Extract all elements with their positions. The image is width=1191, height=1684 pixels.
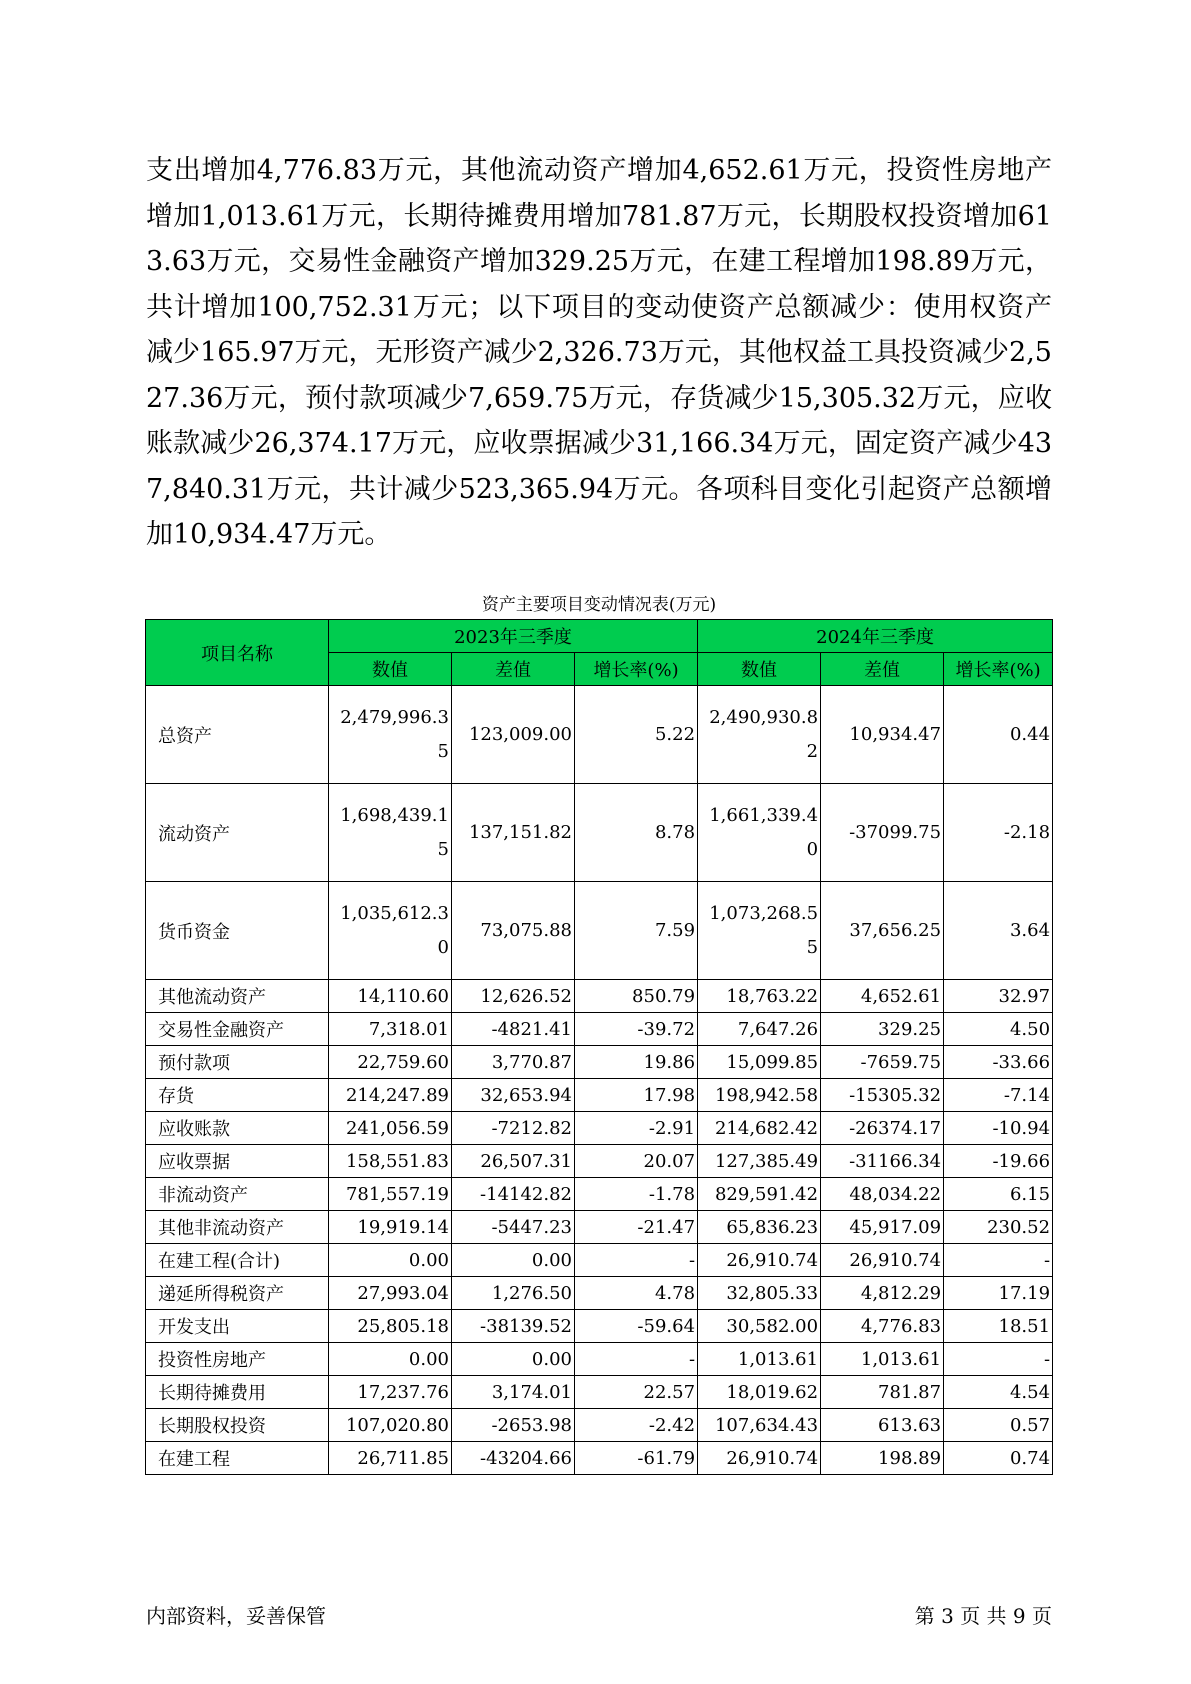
footer-page-number: 第 3 页 共 9 页 xyxy=(914,1604,1052,1628)
row-2024-rate: 4.54 xyxy=(944,1376,1053,1409)
row-2023-rate: 22.57 xyxy=(575,1376,698,1409)
row-2023-diff: 3,770.87 xyxy=(452,1046,575,1079)
row-2023-value: 25,805.18 xyxy=(329,1310,452,1343)
row-2023-rate: - xyxy=(575,1244,698,1277)
row-2024-value: 1,661,339.40 xyxy=(698,784,821,882)
row-2024-diff: 26,910.74 xyxy=(821,1244,944,1277)
row-2023-value: 2,479,996.35 xyxy=(329,686,452,784)
row-2023-value: 1,698,439.15 xyxy=(329,784,452,882)
row-2023-diff: -38139.52 xyxy=(452,1310,575,1343)
row-2024-rate: -10.94 xyxy=(944,1112,1053,1145)
header-2023-rate: 增长率(%) xyxy=(575,653,698,686)
row-2024-diff: 613.63 xyxy=(821,1409,944,1442)
table-row xyxy=(146,1211,1053,1244)
row-2024-rate: -33.66 xyxy=(944,1046,1053,1079)
row-2024-value: 829,591.42 xyxy=(698,1178,821,1211)
row-2023-value: 14,110.60 xyxy=(329,980,452,1013)
row-name: 其他流动资产 xyxy=(146,980,329,1013)
table-row xyxy=(146,1112,1053,1145)
row-2024-value: 18,019.62 xyxy=(698,1376,821,1409)
row-2023-rate: -1.78 xyxy=(575,1178,698,1211)
row-2024-rate: 32.97 xyxy=(944,980,1053,1013)
table-row xyxy=(146,1244,1053,1277)
row-2024-rate: 17.19 xyxy=(944,1277,1053,1310)
header-period-2024: 2024年三季度 xyxy=(698,620,1053,653)
table-row xyxy=(146,784,1053,882)
row-2023-value: 107,020.80 xyxy=(329,1409,452,1442)
row-name: 递延所得税资产 xyxy=(146,1277,329,1310)
header-period-2023: 2023年三季度 xyxy=(329,620,698,653)
row-2024-diff: 198.89 xyxy=(821,1442,944,1475)
row-2023-diff: -43204.66 xyxy=(452,1442,575,1475)
row-name: 预付款项 xyxy=(146,1046,329,1079)
row-2023-value: 19,919.14 xyxy=(329,1211,452,1244)
row-2024-diff: 329.25 xyxy=(821,1013,944,1046)
table-row xyxy=(146,1013,1053,1046)
row-2024-diff: -26374.17 xyxy=(821,1112,944,1145)
row-2023-rate: 5.22 xyxy=(575,686,698,784)
row-2023-diff: 73,075.88 xyxy=(452,882,575,980)
row-name: 开发支出 xyxy=(146,1310,329,1343)
row-2024-rate: 0.74 xyxy=(944,1442,1053,1475)
row-2024-diff: 45,917.09 xyxy=(821,1211,944,1244)
row-2023-value: 0.00 xyxy=(329,1343,452,1376)
table-row xyxy=(146,882,1053,980)
table-row xyxy=(146,980,1053,1013)
row-2023-value: 7,318.01 xyxy=(329,1013,452,1046)
row-2024-rate: - xyxy=(944,1343,1053,1376)
row-2024-value: 1,073,268.55 xyxy=(698,882,821,980)
row-2023-rate: -61.79 xyxy=(575,1442,698,1475)
table-caption: 资产主要项目变动情况表(万元) xyxy=(481,595,717,615)
row-2023-value: 241,056.59 xyxy=(329,1112,452,1145)
table-row xyxy=(146,686,1053,784)
table-row xyxy=(146,1178,1053,1211)
row-2024-value: 214,682.42 xyxy=(698,1112,821,1145)
row-name: 在建工程(合计) xyxy=(146,1244,329,1277)
row-2023-value: 22,759.60 xyxy=(329,1046,452,1079)
row-2024-diff: -15305.32 xyxy=(821,1079,944,1112)
row-2023-rate: 19.86 xyxy=(575,1046,698,1079)
table-row xyxy=(146,1046,1053,1079)
table-row xyxy=(146,1442,1053,1475)
row-2024-rate: 6.15 xyxy=(944,1178,1053,1211)
row-2023-rate: - xyxy=(575,1343,698,1376)
row-2024-diff: 4,776.83 xyxy=(821,1310,944,1343)
row-2023-diff: 0.00 xyxy=(452,1343,575,1376)
row-name: 总资产 xyxy=(146,686,329,784)
row-name: 长期待摊费用 xyxy=(146,1376,329,1409)
row-2024-diff: -37099.75 xyxy=(821,784,944,882)
row-2023-diff: 123,009.00 xyxy=(452,686,575,784)
row-2023-rate: 17.98 xyxy=(575,1079,698,1112)
row-2024-rate: -7.14 xyxy=(944,1079,1053,1112)
row-2023-rate: 7.59 xyxy=(575,882,698,980)
row-2023-rate: 20.07 xyxy=(575,1145,698,1178)
row-2024-rate: 18.51 xyxy=(944,1310,1053,1343)
table-row xyxy=(146,1277,1053,1310)
row-2023-rate: -2.91 xyxy=(575,1112,698,1145)
row-2023-value: 1,035,612.30 xyxy=(329,882,452,980)
row-2023-value: 158,551.83 xyxy=(329,1145,452,1178)
row-2024-value: 107,634.43 xyxy=(698,1409,821,1442)
row-2023-diff: -5447.23 xyxy=(452,1211,575,1244)
table-row xyxy=(146,1079,1053,1112)
row-2023-value: 17,237.76 xyxy=(329,1376,452,1409)
row-2023-diff: 0.00 xyxy=(452,1244,575,1277)
row-2024-diff: 48,034.22 xyxy=(821,1178,944,1211)
row-2023-diff: 3,174.01 xyxy=(452,1376,575,1409)
row-2024-value: 127,385.49 xyxy=(698,1145,821,1178)
row-2024-rate: 3.64 xyxy=(944,882,1053,980)
row-2024-value: 2,490,930.82 xyxy=(698,686,821,784)
row-2024-value: 198,942.58 xyxy=(698,1079,821,1112)
table-row xyxy=(146,1145,1053,1178)
header-2024-rate: 增长率(%) xyxy=(944,653,1053,686)
row-2024-value: 65,836.23 xyxy=(698,1211,821,1244)
row-2024-rate: - xyxy=(944,1244,1053,1277)
row-2023-rate: -2.42 xyxy=(575,1409,698,1442)
row-2023-rate: 8.78 xyxy=(575,784,698,882)
row-2023-value: 781,557.19 xyxy=(329,1178,452,1211)
row-2024-value: 1,013.61 xyxy=(698,1343,821,1376)
row-2024-diff: -31166.34 xyxy=(821,1145,944,1178)
row-2024-value: 7,647.26 xyxy=(698,1013,821,1046)
header-2023-value: 数值 xyxy=(329,653,452,686)
header-2024-diff: 差值 xyxy=(821,653,944,686)
row-2024-diff: -7659.75 xyxy=(821,1046,944,1079)
table-row xyxy=(146,1409,1053,1442)
row-2023-diff: -14142.82 xyxy=(452,1178,575,1211)
row-name: 存货 xyxy=(146,1079,329,1112)
row-2024-diff: 4,812.29 xyxy=(821,1277,944,1310)
row-2024-value: 18,763.22 xyxy=(698,980,821,1013)
row-2023-rate: -39.72 xyxy=(575,1013,698,1046)
row-2023-value: 27,993.04 xyxy=(329,1277,452,1310)
table-row xyxy=(146,1343,1053,1376)
row-2023-diff: 12,626.52 xyxy=(452,980,575,1013)
row-2023-rate: -21.47 xyxy=(575,1211,698,1244)
row-2023-diff: 1,276.50 xyxy=(452,1277,575,1310)
table-row xyxy=(146,1310,1053,1343)
row-2024-rate: -2.18 xyxy=(944,784,1053,882)
asset-change-table xyxy=(145,619,1053,1475)
row-2023-diff: 32,653.94 xyxy=(452,1079,575,1112)
row-2024-rate: 230.52 xyxy=(944,1211,1053,1244)
row-name: 流动资产 xyxy=(146,784,329,882)
row-2023-value: 0.00 xyxy=(329,1244,452,1277)
row-2023-rate: 4.78 xyxy=(575,1277,698,1310)
row-2023-diff: -2653.98 xyxy=(452,1409,575,1442)
row-name: 在建工程 xyxy=(146,1442,329,1475)
row-2023-value: 26,711.85 xyxy=(329,1442,452,1475)
row-2023-diff: -7212.82 xyxy=(452,1112,575,1145)
row-2024-diff: 781.87 xyxy=(821,1376,944,1409)
row-2024-value: 32,805.33 xyxy=(698,1277,821,1310)
header-2024-value: 数值 xyxy=(698,653,821,686)
row-2023-diff: -4821.41 xyxy=(452,1013,575,1046)
row-2023-rate: 850.79 xyxy=(575,980,698,1013)
row-2024-value: 15,099.85 xyxy=(698,1046,821,1079)
row-2024-rate: 4.50 xyxy=(944,1013,1053,1046)
row-2024-diff: 37,656.25 xyxy=(821,882,944,980)
row-name: 交易性金融资产 xyxy=(146,1013,329,1046)
table-row xyxy=(146,1376,1053,1409)
row-2024-value: 26,910.74 xyxy=(698,1244,821,1277)
row-2024-diff: 1,013.61 xyxy=(821,1343,944,1376)
row-2023-value: 214,247.89 xyxy=(329,1079,452,1112)
row-name: 非流动资产 xyxy=(146,1178,329,1211)
row-name: 应收票据 xyxy=(146,1145,329,1178)
row-2023-rate: -59.64 xyxy=(575,1310,698,1343)
row-name: 应收账款 xyxy=(146,1112,329,1145)
row-2023-diff: 137,151.82 xyxy=(452,784,575,882)
row-name: 货币资金 xyxy=(146,882,329,980)
row-name: 长期股权投资 xyxy=(146,1409,329,1442)
row-2024-rate: 0.44 xyxy=(944,686,1053,784)
row-name: 投资性房地产 xyxy=(146,1343,329,1376)
row-2024-diff: 10,934.47 xyxy=(821,686,944,784)
row-2024-value: 30,582.00 xyxy=(698,1310,821,1343)
row-name: 其他非流动资产 xyxy=(146,1211,329,1244)
header-item-name: 项目名称 xyxy=(146,620,329,686)
header-2023-diff: 差值 xyxy=(452,653,575,686)
body-paragraph: 支出增加4,776.83万元，其他流动资产增加4,652.61万元，投资性房地产增加1,013.61万元，长期待摊费用增加781.87万元，长期股权投资增加613.63万元，交易性金融资产增加329.25万元，在建工程增加198.89万元，共计增加100,752.31万元；以下项目的变动使资产总额减少：使用权资产减少165.97万元，无形资产减少2,326.73万元，其他权益工具投资减少2,527.36万元，预付款项减少7,659.75万元，存货减少15,305.32万元，应收账款减少26,374.17万元，应收票据减少31,166.34万元，固定资产减少437,840.31万元，共计减少523,365.94万元。各项科目变化引起资产总额增加10,934.47万元。 xyxy=(146,155,1052,550)
row-2024-diff: 4,652.61 xyxy=(821,980,944,1013)
row-2024-rate: -19.66 xyxy=(944,1145,1053,1178)
footer-confidential-note: 内部资料，妥善保管 xyxy=(146,1604,326,1628)
row-2023-diff: 26,507.31 xyxy=(452,1145,575,1178)
row-2024-rate: 0.57 xyxy=(944,1409,1053,1442)
row-2024-value: 26,910.74 xyxy=(698,1442,821,1475)
